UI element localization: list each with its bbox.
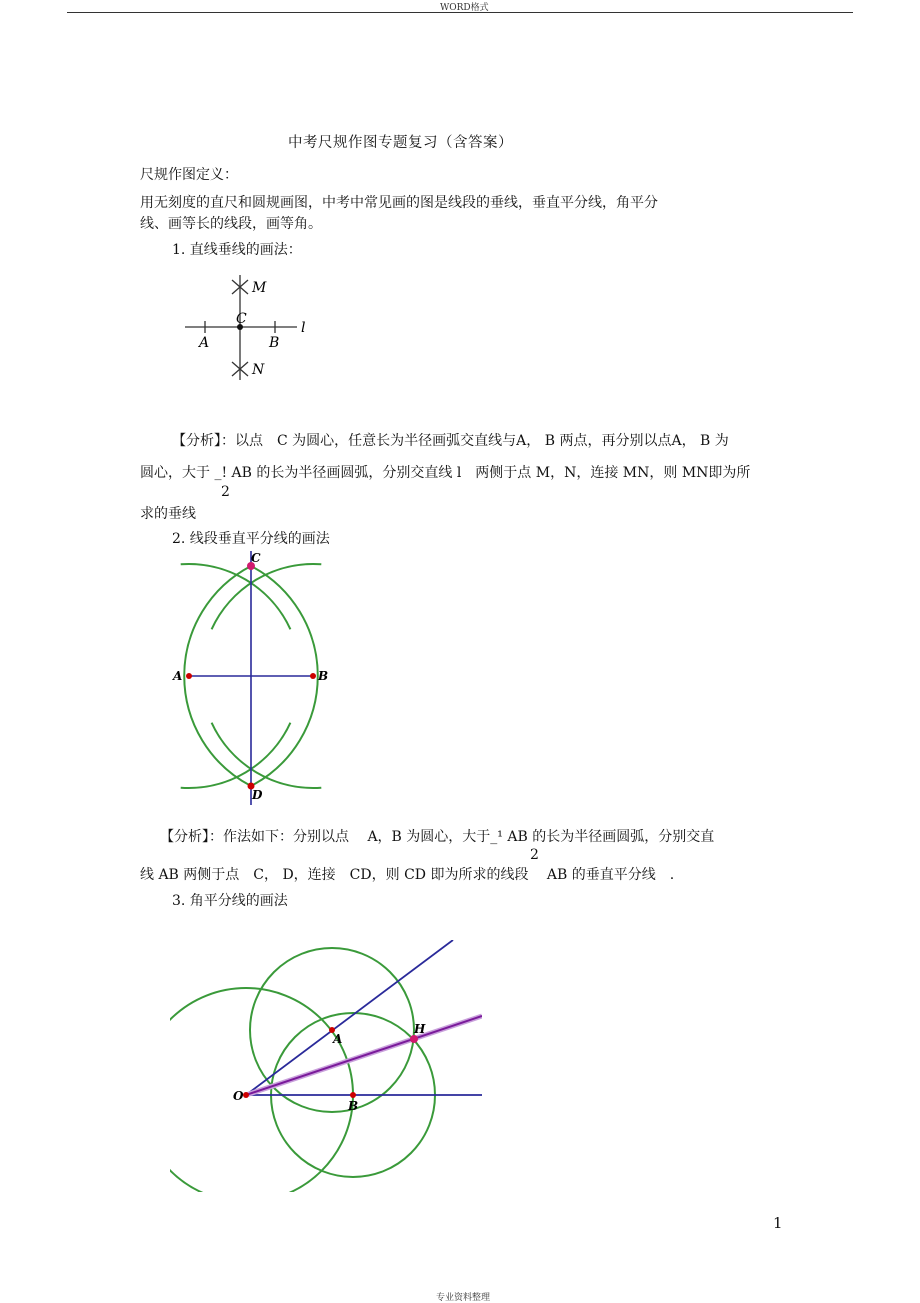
point-a — [186, 673, 192, 679]
page-footer-label: 专业资料整理 — [436, 1293, 491, 1303]
label-a: A — [173, 669, 183, 683]
point-o — [243, 1092, 249, 1098]
point-b — [350, 1092, 356, 1098]
perpendicular-bisector-figure — [170, 549, 335, 807]
section1-heading: 1. 直线垂线的画法： — [172, 242, 302, 258]
label-a: A — [333, 1032, 343, 1046]
section1-analysis-line-2: 圆心，大于 _! AB 的长为半径画圆弧，分别交直线 l 两侧于点 M，N，连接 MN，则 MN即为所 — [140, 465, 751, 481]
label-a: A — [199, 335, 210, 351]
label-l: l — [301, 320, 306, 336]
label-b: B — [318, 669, 329, 683]
section3-heading: 3. 角平分线的画法 — [172, 893, 288, 909]
definition-line-2: 线、画等长的线段，画等角。 — [140, 216, 322, 232]
section1-analysis-line-1: 【分析】：以点 C 为圆心，任意长为半径画弧交直线与A， B 两点，再分别以点A， B 为 — [172, 433, 729, 449]
label-h: H — [414, 1022, 426, 1036]
definition-heading: 尺规作图定义： — [140, 167, 238, 183]
section2-analysis-line-1: 【分析】：作法如下：分别以点 A，B 为圆心，大于_¹ AB 的长为半径画圆弧，分别交直 — [160, 829, 715, 845]
page-header-label: WORD格式 — [440, 3, 489, 13]
page-number: 1 — [773, 1214, 783, 1232]
label-b: B — [348, 1099, 359, 1113]
perpendicular-line-figure — [175, 270, 325, 385]
label-o: O — [233, 1089, 244, 1103]
section2-heading: 2. 线段垂直平分线的画法 — [172, 531, 330, 547]
definition-line-1: 用无刻度的直尺和圆规画图，中考中常见画的图是线段的垂线，垂直平分线，角平分 — [140, 195, 658, 211]
label-b: B — [269, 335, 280, 351]
section2-fraction-denominator: 2 — [530, 847, 539, 863]
label-n: N — [252, 362, 265, 378]
angle-bisector-figure — [170, 940, 482, 1192]
label-d: D — [252, 788, 263, 802]
label-c: C — [251, 551, 261, 565]
section2-analysis-line-2: 线 AB 两侧于点 C， D，连接 CD，则 CD 即为所求的线段 AB 的垂直平分线 . — [140, 867, 675, 883]
label-c: C — [236, 311, 247, 327]
section1-fraction-denominator: 2 — [221, 484, 230, 500]
point-b — [310, 673, 316, 679]
document-title: 中考尺规作图专题复习（含答案） — [288, 135, 513, 151]
header-rule — [67, 12, 853, 13]
section1-analysis-line-3: 求的垂线 — [140, 506, 196, 522]
label-m: M — [252, 280, 267, 296]
point-h — [410, 1035, 418, 1043]
